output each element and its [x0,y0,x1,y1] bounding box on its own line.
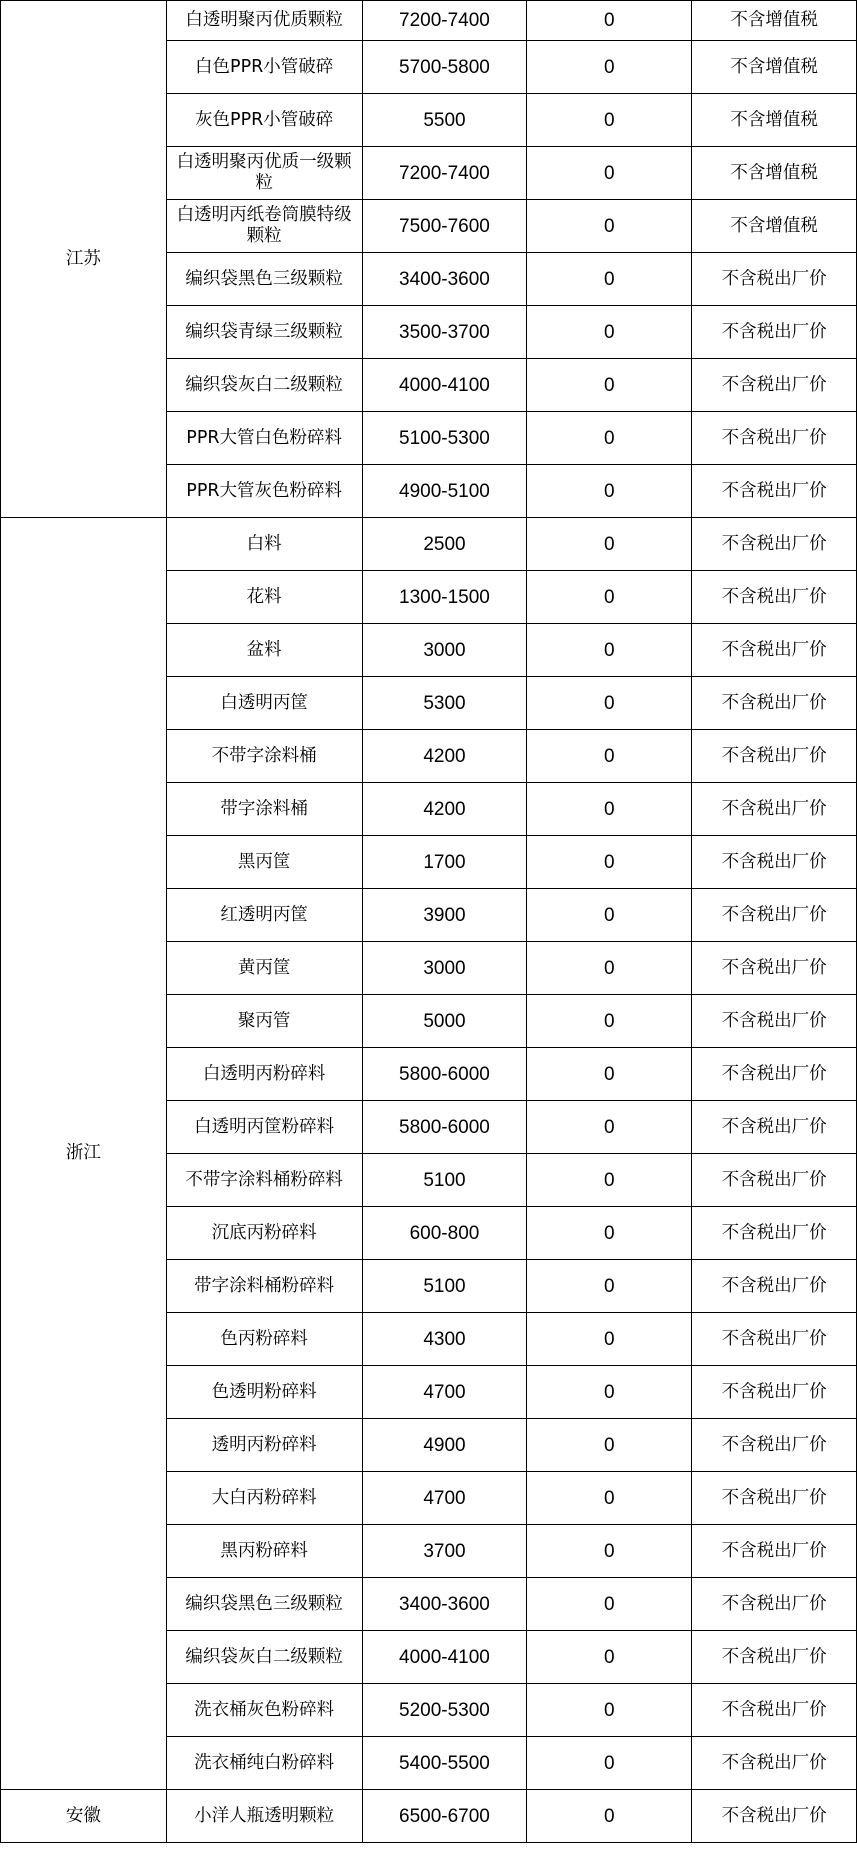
price-cell: 5000 [362,995,527,1048]
product-cell: 灰色PPR小管破碎 [166,94,362,147]
note-cell: 不含税出厂价 [692,1260,857,1313]
product-cell: 白透明丙纸卷筒膜特级颗粒 [166,200,362,253]
change-cell: 0 [527,518,692,571]
product-cell: 白透明丙筐 [166,677,362,730]
price-cell: 4200 [362,783,527,836]
change-cell: 0 [527,889,692,942]
note-cell: 不含税出厂价 [692,942,857,995]
change-cell: 0 [527,1631,692,1684]
note-cell: 不含税出厂价 [692,253,857,306]
product-cell: 花料 [166,571,362,624]
note-cell: 不含增值税 [692,1,857,41]
price-cell: 4700 [362,1366,527,1419]
note-cell: 不含税出厂价 [692,1313,857,1366]
price-cell: 7200-7400 [362,1,527,41]
note-cell: 不含税出厂价 [692,1101,857,1154]
table-row [1,518,857,571]
price-cell: 4700 [362,1472,527,1525]
note-cell: 不含税出厂价 [692,571,857,624]
note-cell: 不含税出厂价 [692,889,857,942]
product-cell: 编织袋灰白二级颗粒 [166,1631,362,1684]
note-cell: 不含税出厂价 [692,465,857,518]
note-cell: 不含税出厂价 [692,359,857,412]
price-cell: 7200-7400 [362,147,527,200]
product-cell: 黑丙粉碎料 [166,1525,362,1578]
price-cell: 5800-6000 [362,1101,527,1154]
region-cell: 安徽 [1,1790,167,1843]
change-cell: 0 [527,1,692,41]
price-table-body [1,1,857,1843]
table-row [1,1790,857,1843]
note-cell: 不含税出厂价 [692,624,857,677]
note-cell: 不含税出厂价 [692,518,857,571]
change-cell: 0 [527,253,692,306]
note-cell: 不含增值税 [692,94,857,147]
product-cell: 小洋人瓶透明颗粒 [166,1790,362,1843]
note-cell: 不含税出厂价 [692,1472,857,1525]
change-cell: 0 [527,783,692,836]
price-cell: 5800-6000 [362,1048,527,1101]
change-cell: 0 [527,200,692,253]
change-cell: 0 [527,1578,692,1631]
note-cell: 不含税出厂价 [692,1419,857,1472]
change-cell: 0 [527,306,692,359]
change-cell: 0 [527,1419,692,1472]
change-cell: 0 [527,1101,692,1154]
price-cell: 5100-5300 [362,412,527,465]
note-cell: 不含增值税 [692,200,857,253]
price-cell: 3500-3700 [362,306,527,359]
change-cell: 0 [527,1313,692,1366]
note-cell: 不含税出厂价 [692,412,857,465]
product-cell: 白透明丙粉碎料 [166,1048,362,1101]
note-cell: 不含税出厂价 [692,1154,857,1207]
product-cell: 编织袋灰白二级颗粒 [166,359,362,412]
product-cell: 黑丙筐 [166,836,362,889]
price-cell: 3000 [362,624,527,677]
product-cell: 编织袋青绿三级颗粒 [166,306,362,359]
price-cell: 4300 [362,1313,527,1366]
change-cell: 0 [527,1207,692,1260]
change-cell: 0 [527,147,692,200]
price-cell: 2500 [362,518,527,571]
product-cell: 聚丙管 [166,995,362,1048]
product-cell: 洗衣桶灰色粉碎料 [166,1684,362,1737]
note-cell: 不含增值税 [692,41,857,94]
change-cell: 0 [527,41,692,94]
product-cell: 沉底丙粉碎料 [166,1207,362,1260]
change-cell: 0 [527,677,692,730]
product-cell: PPR大管白色粉碎料 [166,412,362,465]
price-cell: 5100 [362,1154,527,1207]
region-cell: 江苏 [1,1,167,518]
note-cell: 不含税出厂价 [692,1525,857,1578]
product-cell: 大白丙粉碎料 [166,1472,362,1525]
note-cell: 不含税出厂价 [692,1366,857,1419]
note-cell: 不含税出厂价 [692,1207,857,1260]
note-cell: 不含税出厂价 [692,730,857,783]
change-cell: 0 [527,1366,692,1419]
price-cell: 5100 [362,1260,527,1313]
product-cell: PPR大管灰色粉碎料 [166,465,362,518]
price-cell: 1700 [362,836,527,889]
price-cell: 5300 [362,677,527,730]
product-cell: 不带字涂料桶粉碎料 [166,1154,362,1207]
change-cell: 0 [527,836,692,889]
change-cell: 0 [527,1472,692,1525]
note-cell: 不含税出厂价 [692,783,857,836]
product-cell: 色丙粉碎料 [166,1313,362,1366]
product-cell: 白透明聚丙优质一级颗粒 [166,147,362,200]
change-cell: 0 [527,1154,692,1207]
price-cell: 4000-4100 [362,359,527,412]
price-cell: 5400-5500 [362,1737,527,1790]
price-cell: 5700-5800 [362,41,527,94]
change-cell: 0 [527,1790,692,1843]
change-cell: 0 [527,942,692,995]
product-cell: 色透明粉碎料 [166,1366,362,1419]
note-cell: 不含税出厂价 [692,1631,857,1684]
change-cell: 0 [527,94,692,147]
note-cell: 不含税出厂价 [692,677,857,730]
price-cell: 5500 [362,94,527,147]
change-cell: 0 [527,624,692,677]
note-cell: 不含税出厂价 [692,836,857,889]
product-cell: 编织袋黑色三级颗粒 [166,1578,362,1631]
product-cell: 洗衣桶纯白粉碎料 [166,1737,362,1790]
price-cell: 6500-6700 [362,1790,527,1843]
note-cell: 不含税出厂价 [692,1790,857,1843]
price-cell: 5200-5300 [362,1684,527,1737]
change-cell: 0 [527,571,692,624]
price-cell: 4200 [362,730,527,783]
note-cell: 不含税出厂价 [692,995,857,1048]
price-cell: 600-800 [362,1207,527,1260]
change-cell: 0 [527,465,692,518]
change-cell: 0 [527,1525,692,1578]
product-cell: 盆料 [166,624,362,677]
product-cell: 白色PPR小管破碎 [166,41,362,94]
change-cell: 0 [527,1260,692,1313]
change-cell: 0 [527,730,692,783]
product-cell: 带字涂料桶粉碎料 [166,1260,362,1313]
price-cell: 3400-3600 [362,1578,527,1631]
product-cell: 不带字涂料桶 [166,730,362,783]
product-cell: 透明丙粉碎料 [166,1419,362,1472]
price-cell: 3400-3600 [362,253,527,306]
note-cell: 不含税出厂价 [692,1578,857,1631]
region-cell: 浙江 [1,518,167,1790]
change-cell: 0 [527,995,692,1048]
product-cell: 白透明丙筐粉碎料 [166,1101,362,1154]
price-cell: 3700 [362,1525,527,1578]
change-cell: 0 [527,1048,692,1101]
product-cell: 红透明丙筐 [166,889,362,942]
price-cell: 3900 [362,889,527,942]
change-cell: 0 [527,412,692,465]
product-cell: 白料 [166,518,362,571]
note-cell: 不含税出厂价 [692,1684,857,1737]
product-cell: 黄丙筐 [166,942,362,995]
price-cell: 3000 [362,942,527,995]
price-cell: 4900-5100 [362,465,527,518]
change-cell: 0 [527,1737,692,1790]
change-cell: 0 [527,1684,692,1737]
note-cell: 不含税出厂价 [692,306,857,359]
price-cell: 7500-7600 [362,200,527,253]
price-cell: 4000-4100 [362,1631,527,1684]
product-cell: 白透明聚丙优质颗粒 [166,1,362,41]
price-cell: 4900 [362,1419,527,1472]
note-cell: 不含税出厂价 [692,1048,857,1101]
product-cell: 带字涂料桶 [166,783,362,836]
change-cell: 0 [527,359,692,412]
table-row [1,1,857,41]
product-cell: 编织袋黑色三级颗粒 [166,253,362,306]
price-cell: 1300-1500 [362,571,527,624]
note-cell: 不含税出厂价 [692,1737,857,1790]
note-cell: 不含增值税 [692,147,857,200]
